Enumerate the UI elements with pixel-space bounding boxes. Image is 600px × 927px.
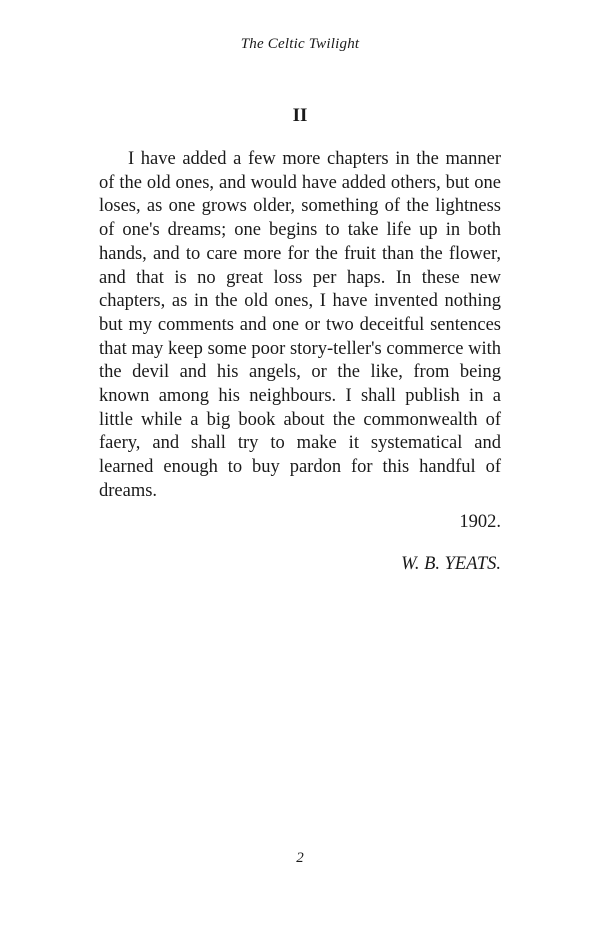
- date-line: 1902.: [459, 512, 501, 532]
- section-heading: II: [292, 105, 308, 126]
- body-paragraph: I have added a few more chapters in the manner of the old ones, and would have added others, but one loses, as one grows older, something of the lightness of one's dreams; one begins to take life up in both hands, and to care more for the fruit than the flower, and that is no great loss per haps. In these new chapters, as in the old ones, I have invented nothing but my comments and one or two deceitful sentences that may keep some poor story-teller's commerce with the devil and his angels, or the like, from being known among his neighbours. I shall publish in a little while a big book about the commonwealth of faery, and shall try to make it systematical and learned enough to buy pardon for this handful of dreams.: [99, 149, 501, 501]
- running-head-title: The Celtic Twilight: [240, 36, 360, 52]
- author-signature: W. B. YEATS.: [401, 554, 501, 574]
- page-number: 2: [296, 850, 304, 866]
